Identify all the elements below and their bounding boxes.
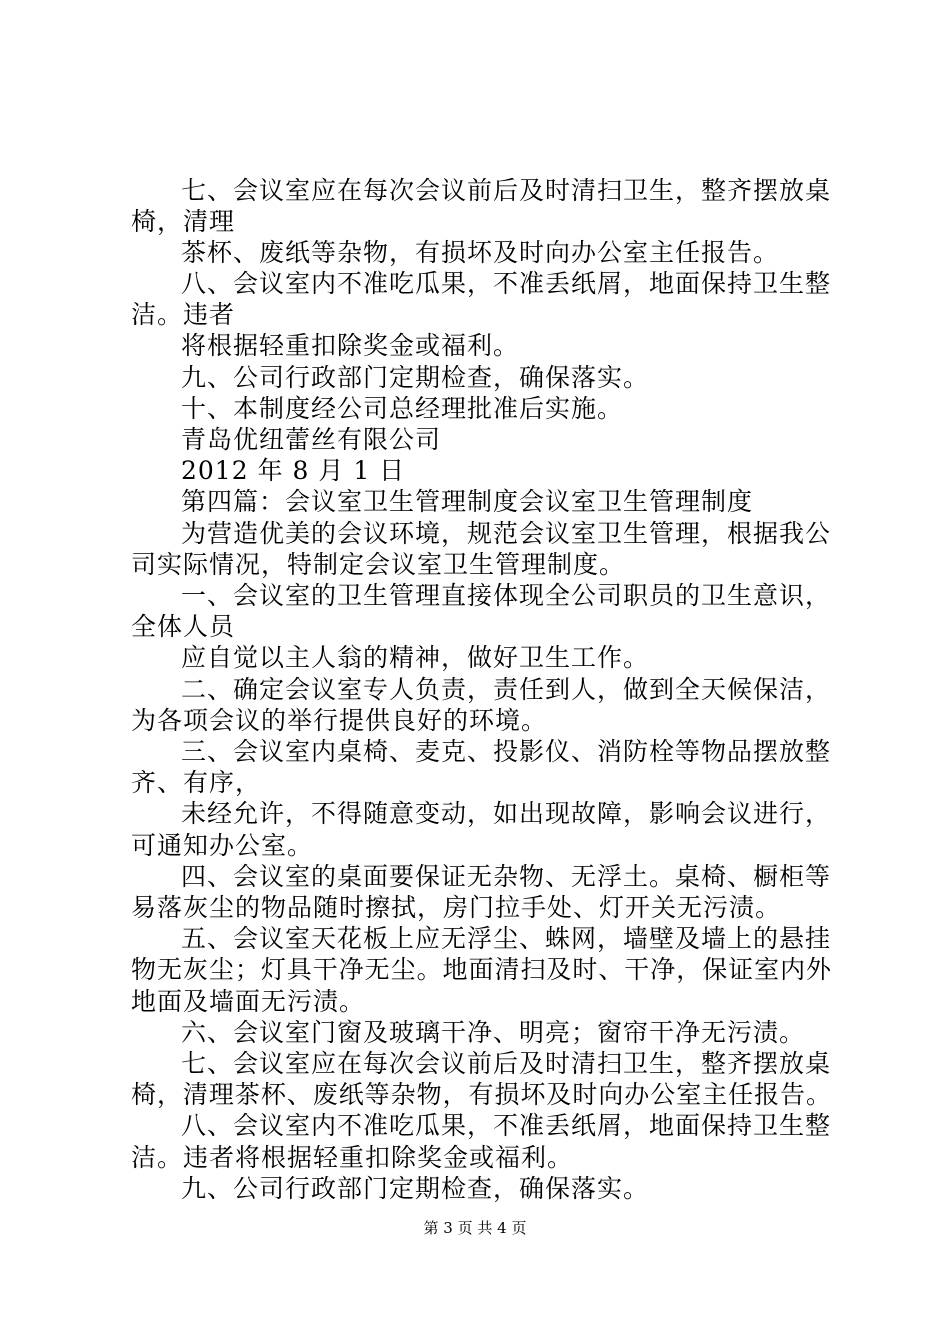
- text-line: 未经允许，不得随意变动，如出现故障，影响会议进行，: [181, 799, 832, 828]
- text-line: 为各项会议的举行提供良好的环境。: [131, 706, 548, 735]
- document-date: 2012 年 8 月 1 日: [181, 456, 406, 485]
- text-line: 为营造优美的会议环境，规范会议室卫生管理，根据我公: [181, 519, 832, 548]
- text-line: 一、会议室的卫生管理直接体现全公司职员的卫生意识，: [181, 581, 832, 610]
- text-line: 三、会议室内桌椅、麦克、投影仪、消防栓等物品摆放整: [181, 737, 832, 766]
- text-line: 九、公司行政部门定期检查，确保落实。: [181, 1174, 650, 1203]
- text-line: 十、本制度经公司总经理批准后实施。: [181, 394, 624, 423]
- text-line: 洁。违者将根据轻重扣除奖金或福利。: [131, 1143, 574, 1172]
- text-line: 全体人员: [131, 612, 236, 641]
- text-line: 九、公司行政部门定期检查，确保落实。: [181, 363, 650, 392]
- text-line: 五、会议室天花板上应无浮尘、蛛网，墙壁及墙上的悬挂: [181, 924, 832, 953]
- text-line: 洁。违者: [131, 300, 236, 329]
- text-line: 齐、有序，: [131, 768, 262, 797]
- text-line: 地面及墙面无污渍。: [131, 987, 366, 1016]
- text-line: 八、会议室内不准吃瓜果，不准丢纸屑，地面保持卫生整: [181, 269, 832, 298]
- text-line: 应自觉以主人翁的精神，做好卫生工作。: [181, 643, 650, 672]
- text-line: 将根据轻重扣除奖金或福利。: [181, 331, 520, 360]
- text-line: 八、会议室内不准吃瓜果，不准丢纸屑，地面保持卫生整: [181, 1111, 832, 1140]
- text-line: 椅，清理茶杯、废纸等杂物，有损坏及时向办公室主任报告。: [131, 1080, 833, 1109]
- company-name: 青岛优纽蕾丝有限公司: [181, 425, 442, 454]
- page-indicator: 第 3 页 共 4 页: [423, 1219, 527, 1237]
- text-line: 二、确定会议室专人负责，责任到人，做到全天候保洁，: [181, 675, 832, 704]
- text-line: 易落灰尘的物品随时擦拭，房门拉手处、灯开关无污渍。: [131, 893, 782, 922]
- page-footer: [0, 1218, 950, 1238]
- text-line: 司实际情况，特制定会议室卫生管理制度。: [131, 550, 626, 579]
- text-line: 四、会议室的桌面要保证无杂物、无浮土。桌椅、橱柜等: [181, 862, 832, 891]
- text-line: 七、会议室应在每次会议前后及时清扫卫生，整齐摆放桌: [181, 176, 832, 205]
- section-heading: 第四篇：会议室卫生管理制度会议室卫生管理制度: [181, 487, 754, 516]
- text-line: 可通知办公室。: [131, 831, 314, 860]
- text-line: 椅，清理: [131, 207, 236, 236]
- text-line: 茶杯、废纸等杂物，有损坏及时向办公室主任报告。: [181, 238, 780, 267]
- text-line: 六、会议室门窗及玻璃干净、明亮；窗帘干净无污渍。: [181, 1018, 806, 1047]
- text-line: 七、会议室应在每次会议前后及时清扫卫生，整齐摆放桌: [181, 1049, 832, 1078]
- text-line: 物无灰尘；灯具干净无尘。地面清扫及时、干净，保证室内外: [131, 955, 833, 984]
